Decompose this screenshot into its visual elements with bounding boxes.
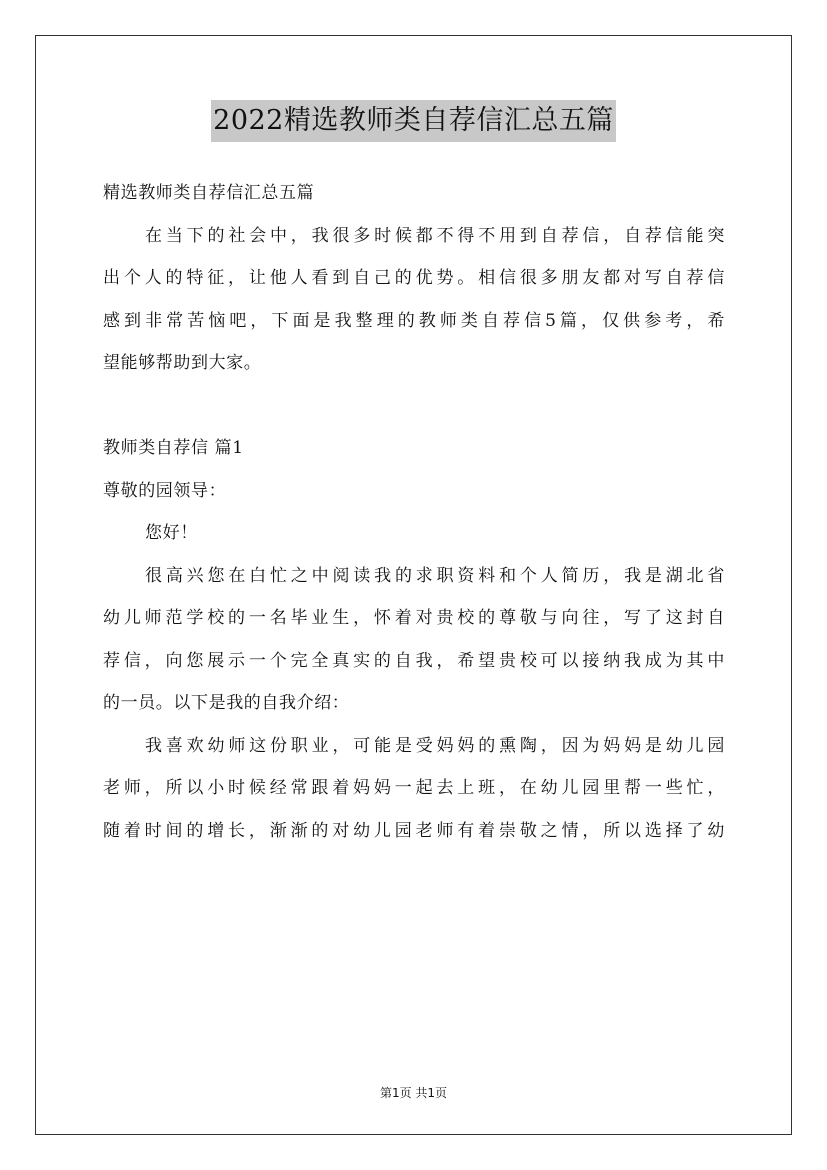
intro-line-3: 感到非常苦恼吧，下面是我整理的教师类自荐信5篇，仅供参考，希: [103, 310, 725, 331]
spacer: [103, 385, 725, 428]
para2-line-3: 随着时间的增长，渐渐的对幼儿园老师有着崇敬之情，所以选择了幼: [103, 820, 725, 841]
para2-line-1: 我喜欢幼师这份职业，可能是受妈妈的熏陶，因为妈妈是幼儿园: [145, 735, 725, 756]
greeting: 您好！: [145, 523, 198, 543]
page-footer: 第1页 共1页: [379, 1086, 448, 1100]
salutation: 尊敬的园领导：: [103, 480, 227, 501]
section-heading: 教师类自荐信 篇1: [103, 438, 244, 458]
para2-line-2: 老师，所以小时候经常跟着妈妈一起去上班，在幼儿园里帮一些忙，: [103, 778, 725, 798]
intro-line-1: 在当下的社会中，我很多时候都不得不用到自荐信，自荐信能突: [145, 225, 725, 246]
para1-line-1: 很高兴您在白忙之中阅读我的求职资料和个人简历，我是湖北省: [145, 565, 725, 586]
intro-line-2: 出个人的特征，让他人看到自己的优势。相信很多朋友都对写自荐信: [103, 268, 725, 288]
document-title: 2022精选教师类自荐信汇总五篇: [211, 100, 616, 142]
title-container: [0, 100, 827, 142]
document-body: [103, 172, 725, 852]
para1-line-4: 的一员。以下是我的自我介绍：: [103, 693, 350, 713]
subtitle: 精选教师类自荐信汇总五篇: [103, 183, 315, 203]
para1-line-3: 荐信，向您展示一个完全真实的自我，希望贵校可以接纳我成为其中: [103, 650, 725, 671]
intro-line-4: 望能够帮助到大家。: [103, 353, 262, 373]
para1-line-2: 幼儿师范学校的一名毕业生，怀着对贵校的尊敬与向往，写了这封自: [103, 608, 725, 628]
